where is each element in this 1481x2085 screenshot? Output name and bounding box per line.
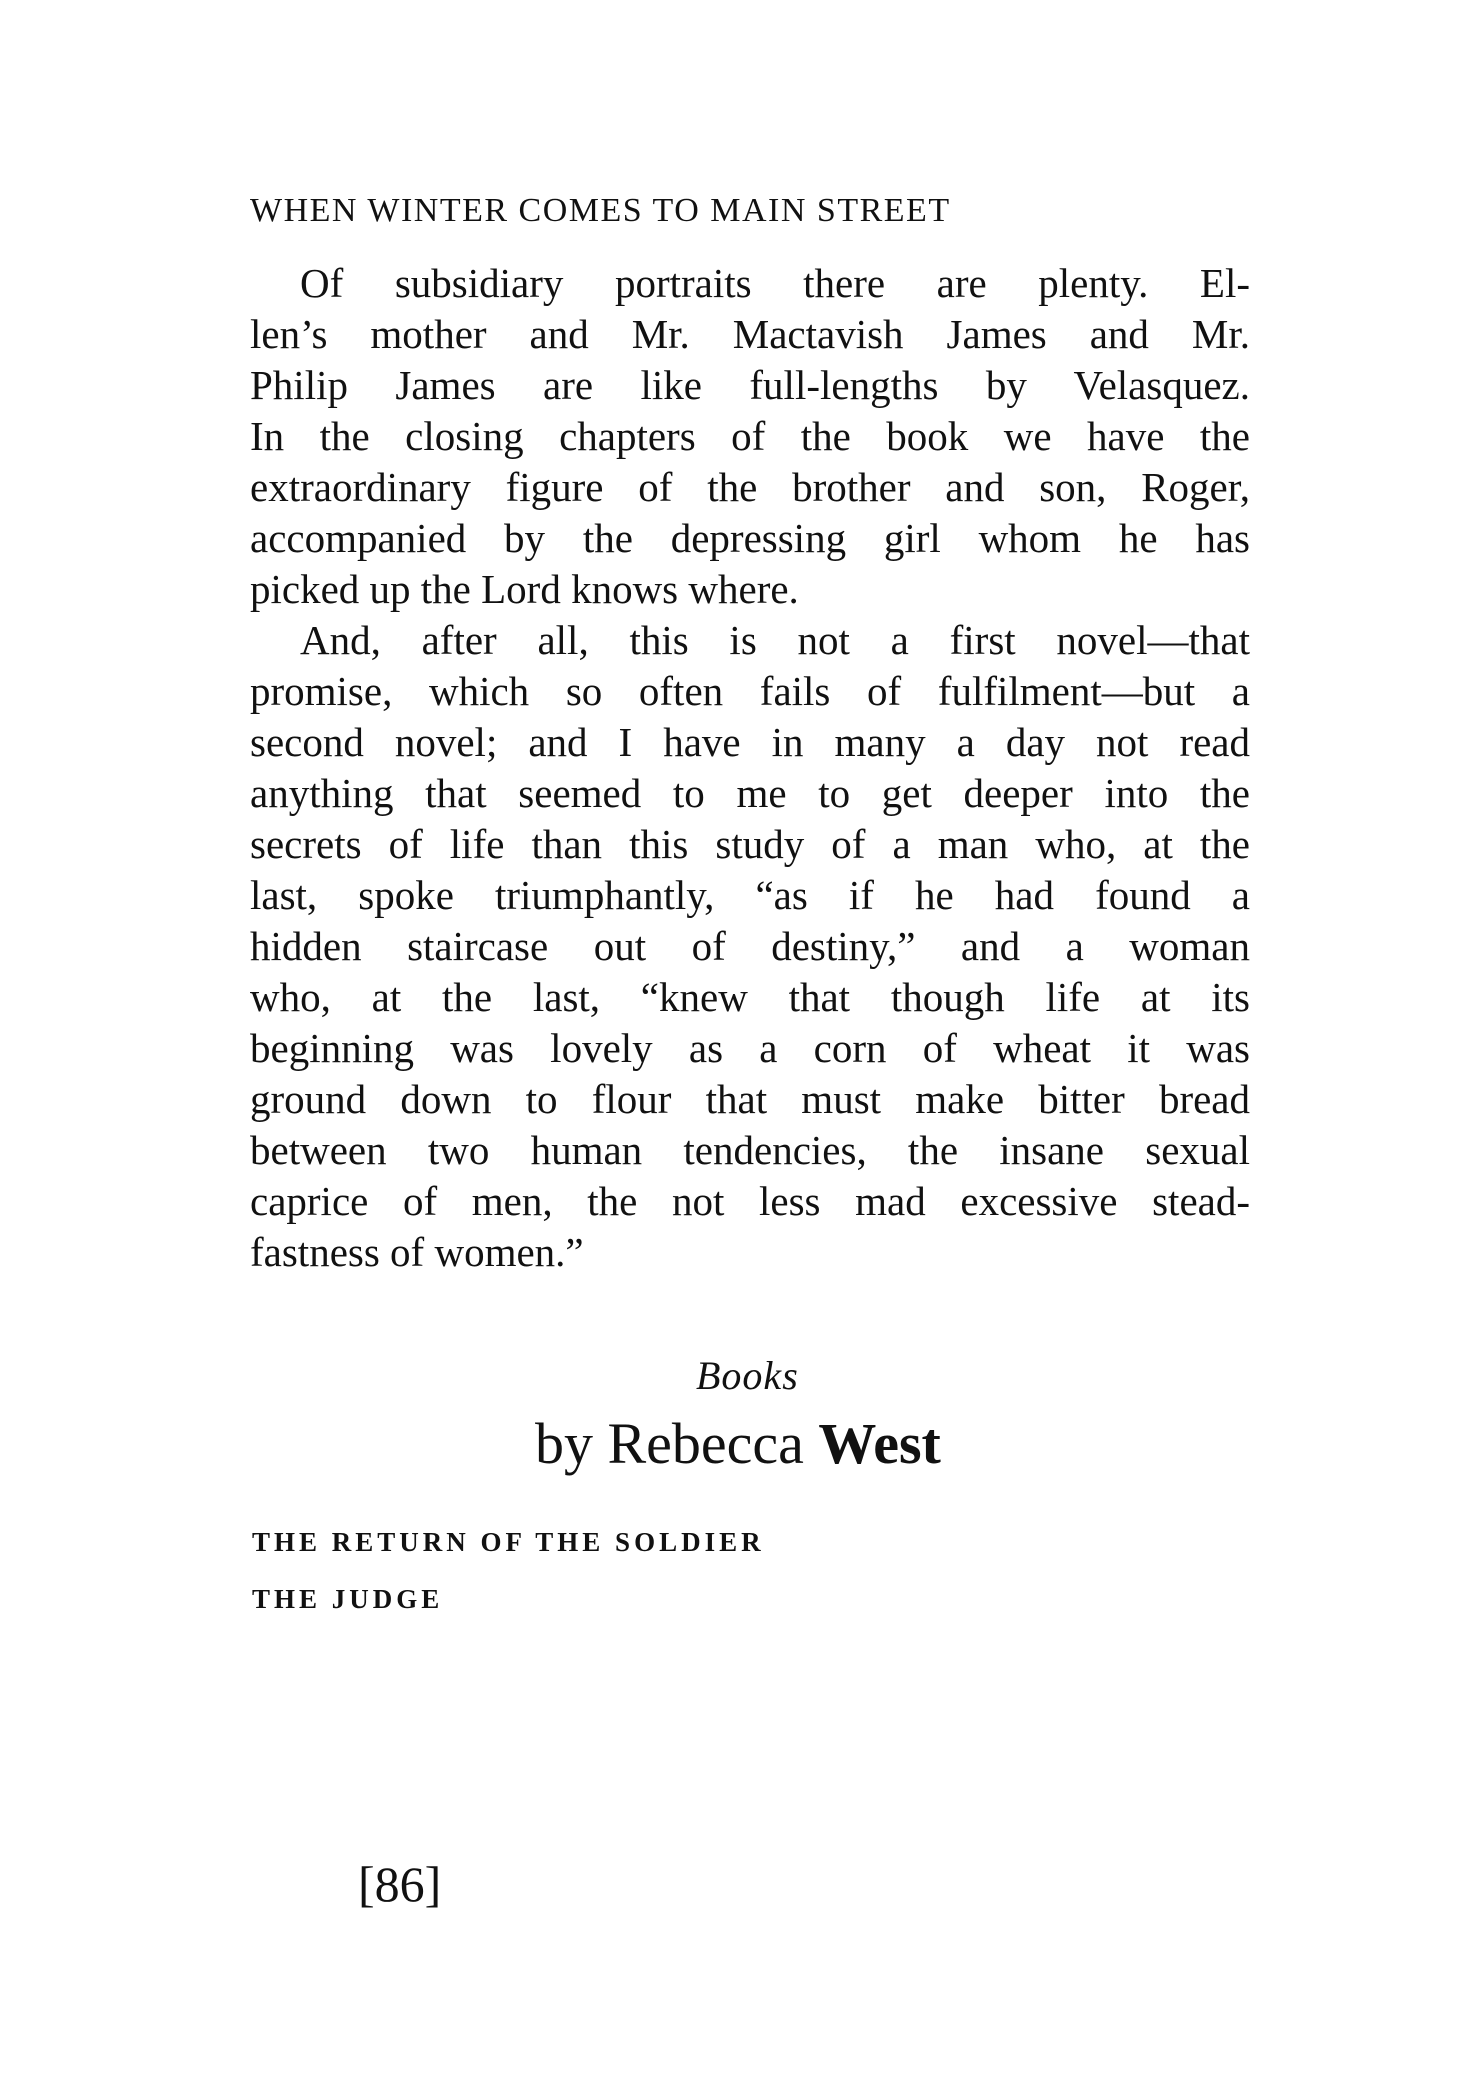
text-line: hidden staircase out of destiny,” and a woman — [250, 923, 1250, 969]
text-line: accompanied by the depressing girl whom he has — [250, 515, 1250, 561]
text-line: len’s mother and Mr. Mactavish James and Mr. — [250, 311, 1250, 357]
body-text — [250, 258, 1250, 1278]
text-line: anything that seemed to me to get deeper into the — [250, 770, 1250, 816]
running-head: WHEN WINTER COMES TO MAIN STREET — [250, 192, 951, 229]
text-line: caprice of men, the not less mad excessive stead- — [250, 1178, 1250, 1224]
text-line: between two human tendencies, the insane sexual — [250, 1127, 1250, 1173]
text-line: beginning was lovely as a corn of wheat it was — [250, 1025, 1250, 1071]
paragraph — [250, 258, 1250, 615]
page-number: [86] — [358, 1856, 442, 1912]
paragraph — [250, 615, 1250, 1278]
text-line: Of subsidiary portraits there are plenty. El- — [300, 260, 1250, 306]
book-list — [252, 1514, 765, 1628]
books-label: Books — [696, 1353, 799, 1398]
text-line: And, after all, this is not a first novel—that — [300, 617, 1250, 663]
text-line: who, at the last, “knew that though life at its — [250, 974, 1250, 1020]
text-line: secrets of life than this study of a man who, at the — [250, 821, 1250, 867]
author-by: by Rebecca — [535, 1411, 804, 1476]
text-line: picked up the Lord knows where. — [250, 566, 799, 612]
book-title: THE JUDGE — [252, 1584, 444, 1614]
book-title: THE RETURN OF THE SOLDIER — [252, 1527, 765, 1557]
text-line: fastness of women.” — [250, 1229, 584, 1275]
text-line: ground down to flour that must make bitter bread — [250, 1076, 1250, 1122]
text-line: promise, which so often fails of fulfilment—but a — [250, 668, 1250, 714]
text-line: extraordinary figure of the brother and son, Roger, — [250, 464, 1250, 510]
text-line: Philip James are like full-lengths by Velasquez. — [250, 362, 1250, 408]
text-line: last, spoke triumphantly, “as if he had found a — [250, 872, 1250, 918]
author-line — [535, 1410, 941, 1477]
text-line: second novel; and I have in many a day not read — [250, 719, 1250, 765]
text-line: In the closing chapters of the book we have the — [250, 413, 1250, 459]
author-surname: West — [818, 1411, 941, 1476]
